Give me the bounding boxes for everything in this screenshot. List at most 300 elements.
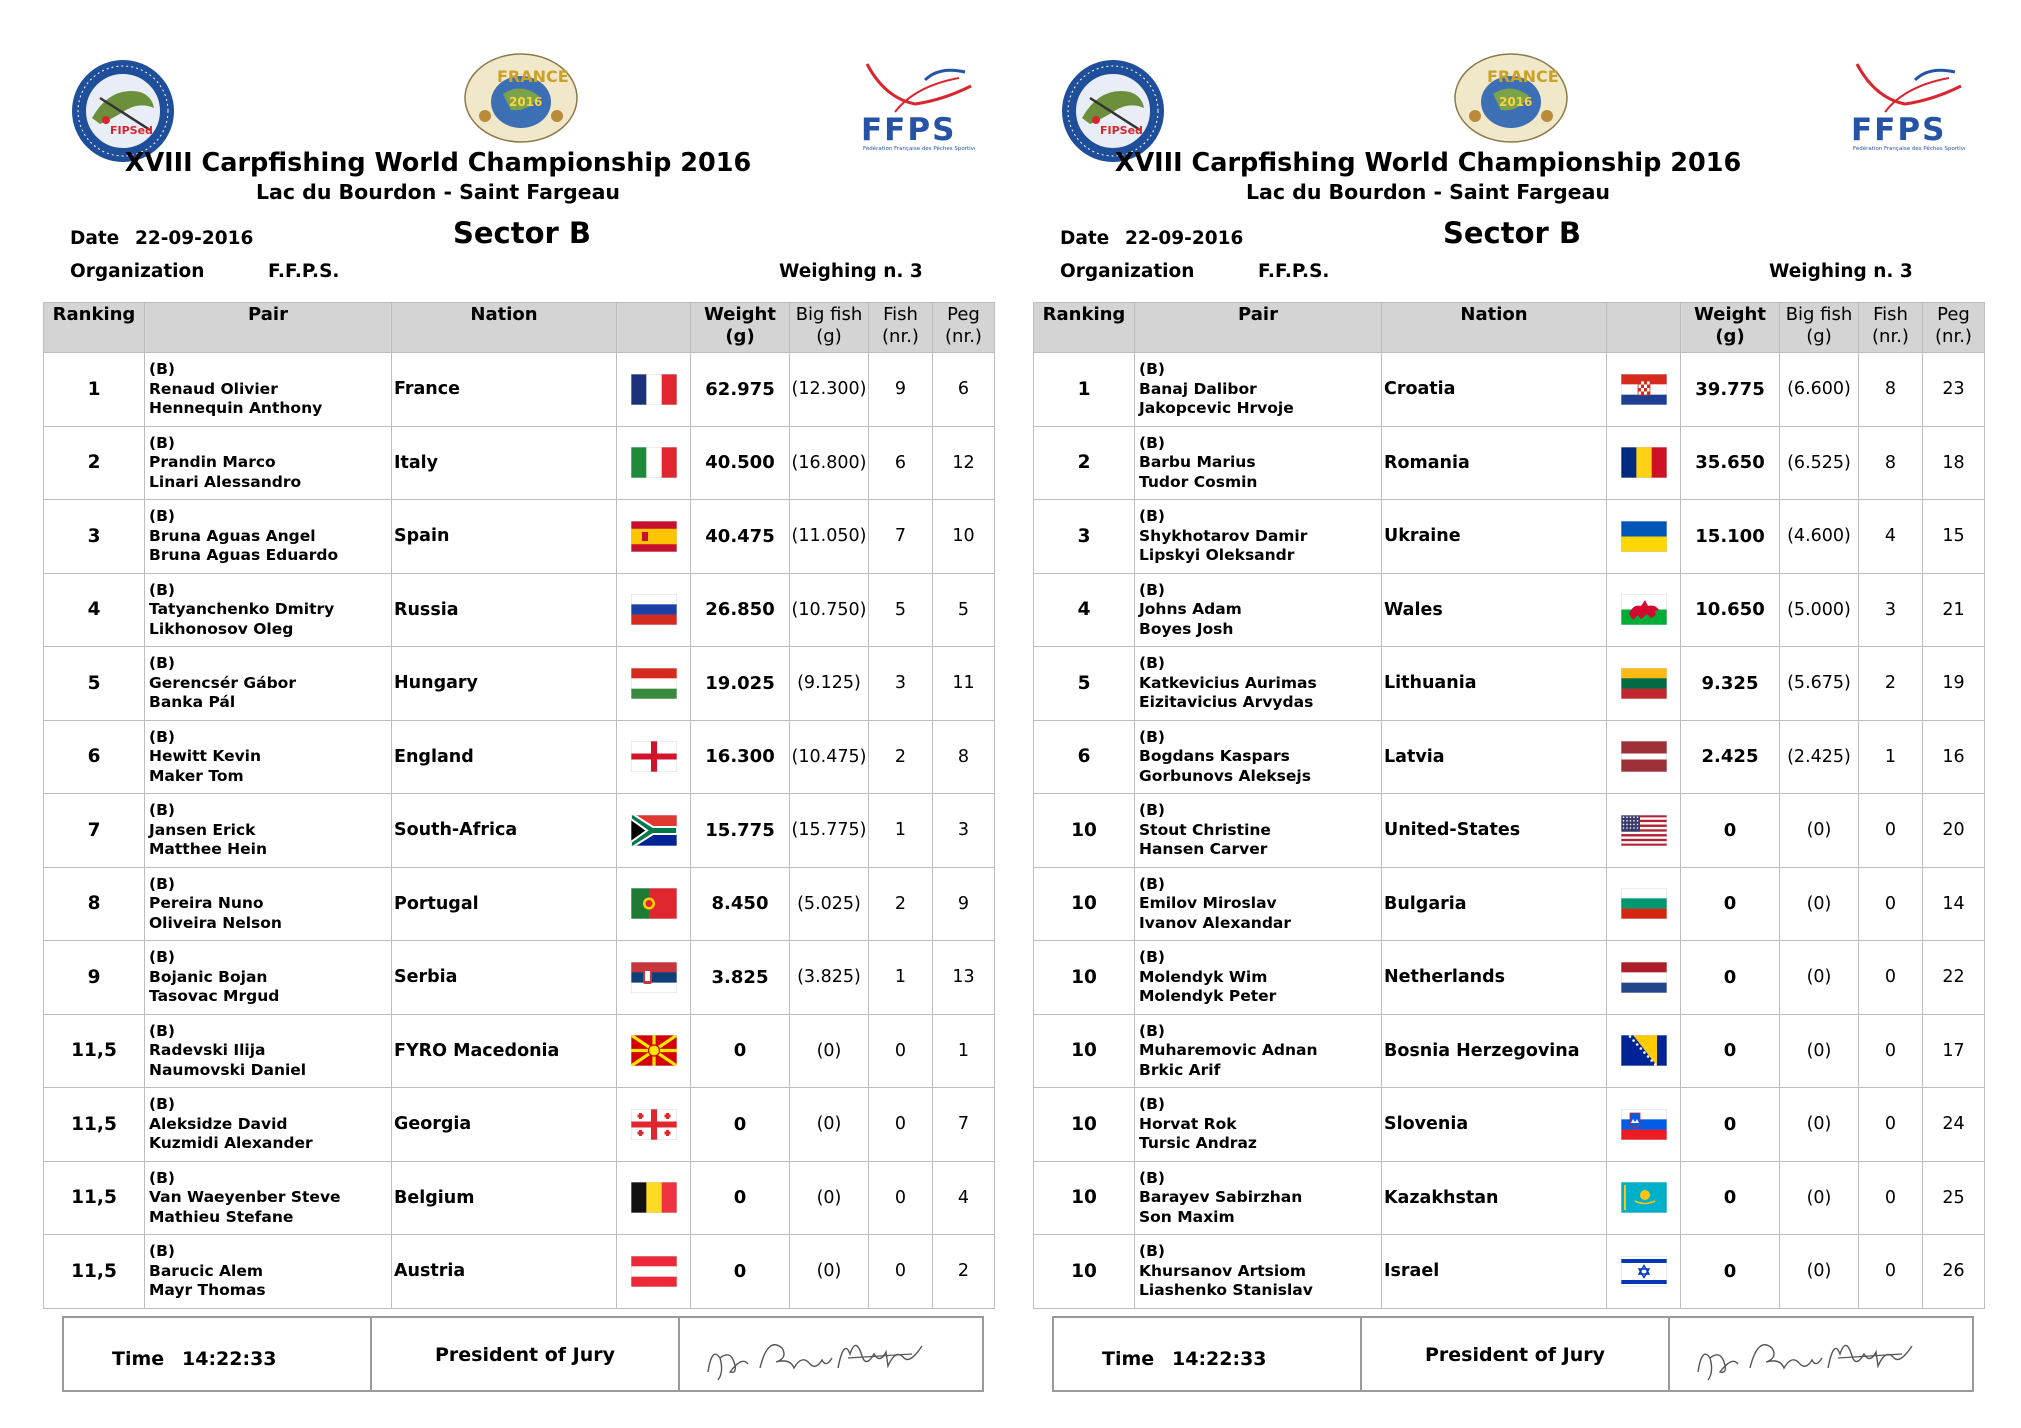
pair-sector: (B): [149, 1242, 175, 1260]
weight-cell: 0: [1681, 941, 1780, 1015]
fish-count-cell: 0: [1859, 1014, 1923, 1088]
big-fish-cell: (4.600): [1780, 500, 1859, 574]
flag-cell: [617, 573, 691, 647]
latvia-flag-icon: [1621, 741, 1667, 772]
pair-angler-2: Hansen Carver: [1139, 840, 1268, 858]
rank-cell: 4: [44, 573, 145, 647]
peg-cell: 24: [1923, 1088, 1985, 1162]
pair-cell: [145, 1088, 392, 1162]
weight-cell: 0: [1681, 867, 1780, 941]
big-fish-cell: (0): [790, 1235, 869, 1309]
big-fish-cell: (0): [1780, 1235, 1859, 1309]
fish-count-cell: 0: [869, 1161, 933, 1235]
result-row: [44, 426, 995, 500]
pair-sector: (B): [149, 874, 175, 893]
nation-cell: Italy: [392, 426, 617, 500]
weight-cell: 26.850: [691, 573, 790, 647]
pair-sector: (B): [1139, 1168, 1165, 1187]
weight-cell: 0: [1681, 1161, 1780, 1235]
header-row: [44, 303, 995, 353]
pair-sector: (B): [1139, 1021, 1165, 1040]
peg-cell: 14: [1923, 867, 1985, 941]
flag-cell: [1607, 647, 1681, 721]
svg-text:FFPS: FFPS: [861, 112, 957, 148]
result-row: [1034, 500, 1985, 574]
pair-angler-1: Bogdans Kaspars: [1139, 747, 1290, 765]
president-of-jury-label: President of Jury: [1425, 1344, 1605, 1366]
big-fish-cell: (15.775): [790, 794, 869, 868]
fish-count-cell: 8: [1859, 353, 1923, 427]
pair-sector: (B): [149, 1021, 175, 1040]
peg-cell: 22: [1923, 941, 1985, 1015]
pair-angler-2: Banka Pál: [149, 693, 236, 711]
rank-cell: 6: [44, 720, 145, 794]
result-row: [44, 647, 995, 721]
france-2016-logo: [1453, 52, 1569, 144]
fish-count-cell: 2: [1859, 647, 1923, 721]
flag-cell: [1607, 426, 1681, 500]
pair-sector: (B): [1139, 727, 1165, 746]
svg-text:FFPS: FFPS: [1851, 112, 1947, 148]
peg-cell: 12: [933, 426, 995, 500]
belgium-flag-icon: [631, 1182, 677, 1213]
france-2016-logo: [463, 52, 579, 144]
pair-angler-1: Van Waeyenber Steve: [149, 1188, 341, 1206]
flag-cell: [617, 647, 691, 721]
weight-cell: 35.650: [1681, 426, 1780, 500]
slovenia-flag-icon: [1621, 1109, 1667, 1140]
pair-cell: [145, 794, 392, 868]
big-fish-cell: (5.000): [1780, 573, 1859, 647]
pair-cell: [1135, 500, 1382, 574]
weight-cell: 0: [691, 1235, 790, 1309]
peg-cell: 16: [1923, 720, 1985, 794]
weight-cell: 62.975: [691, 353, 790, 427]
results-body: [44, 353, 995, 1309]
peg-cell: 3: [933, 794, 995, 868]
header-nation: Nation: [392, 303, 617, 353]
flag-cell: [617, 1014, 691, 1088]
rank-cell: 10: [1034, 1235, 1135, 1309]
result-row: [1034, 794, 1985, 868]
results-body: [1034, 353, 1985, 1309]
pair-sector: (B): [149, 1095, 175, 1113]
pair-angler-2: Mathieu Stefane: [149, 1207, 294, 1226]
fish-count-cell: 1: [869, 794, 933, 868]
fish-count-cell: 6: [869, 426, 933, 500]
pair-sector: (B): [1139, 654, 1165, 672]
portugal-flag-icon: [631, 888, 677, 919]
venue-subtitle: Lac du Bourdon - Saint Fargeau: [255, 180, 621, 204]
header-flag: [1607, 303, 1681, 353]
lithuania-flag-icon: [1621, 668, 1667, 699]
wales-flag-icon: [1621, 594, 1667, 625]
result-row: [44, 1235, 995, 1309]
footer-box: [62, 1316, 984, 1392]
flag-cell: [617, 720, 691, 794]
rank-cell: 1: [1034, 353, 1135, 427]
peg-cell: 9: [933, 867, 995, 941]
weight-cell: 10.650: [1681, 573, 1780, 647]
svg-text:2016: 2016: [509, 95, 543, 109]
weight-cell: 19.025: [691, 647, 790, 721]
peg-cell: 11: [933, 647, 995, 721]
pair-sector: (B): [149, 727, 175, 746]
pair-cell: [1135, 426, 1382, 500]
pair-angler-2: Tursic Andraz: [1139, 1134, 1257, 1152]
pair-cell: [145, 1014, 392, 1088]
pair-angler-1: Banaj Dalibor: [1139, 379, 1257, 398]
flag-cell: [1607, 1088, 1681, 1162]
pair-cell: [145, 941, 392, 1015]
pair-angler-1: Pereira Nuno: [149, 894, 264, 912]
peg-cell: 10: [933, 500, 995, 574]
time-label: Time: [1102, 1348, 1155, 1370]
rank-cell: 4: [1034, 573, 1135, 647]
weight-cell: 0: [691, 1161, 790, 1235]
pair-angler-1: Jansen Erick: [149, 820, 256, 839]
peg-cell: 8: [933, 720, 995, 794]
weight-cell: 0: [691, 1088, 790, 1162]
big-fish-cell: (10.750): [790, 573, 869, 647]
big-fish-cell: (5.025): [790, 867, 869, 941]
ffps-logo: [1845, 56, 1965, 152]
pair-angler-2: Liashenko Stanislav: [1139, 1281, 1313, 1299]
rank-cell: 8: [44, 867, 145, 941]
romania-flag-icon: [1621, 447, 1667, 478]
signature-image: [698, 1328, 928, 1386]
kazakhstan-flag-icon: [1621, 1182, 1667, 1213]
pair-angler-1: Gerencsér Gábor: [149, 673, 296, 692]
pair-sector: (B): [149, 507, 175, 525]
rank-cell: 9: [44, 941, 145, 1015]
peg-cell: 4: [933, 1161, 995, 1235]
header-big-fish: Big fish (g): [790, 303, 869, 353]
pair-angler-1: Barbu Marius: [1139, 453, 1256, 471]
peg-cell: 20: [1923, 794, 1985, 868]
pair-sector: (B): [1139, 580, 1165, 599]
weight-cell: 3.825: [691, 941, 790, 1015]
southafrica-flag-icon: [631, 815, 677, 846]
flag-cell: [1607, 1014, 1681, 1088]
pair-sector: (B): [1139, 433, 1165, 452]
header-flag: [617, 303, 691, 353]
result-row: [1034, 1235, 1985, 1309]
big-fish-cell: (6.600): [1780, 353, 1859, 427]
macedonia-flag-icon: [631, 1035, 677, 1066]
flag-cell: [1607, 500, 1681, 574]
pair-cell: [145, 720, 392, 794]
rank-cell: 10: [1034, 1088, 1135, 1162]
serbia-flag-icon: [631, 962, 677, 993]
pair-angler-1: Khursanov Artsiom: [1139, 1261, 1306, 1280]
rank-cell: 11,5: [44, 1161, 145, 1235]
footer-time-cell: [64, 1318, 372, 1390]
fish-count-cell: 5: [869, 573, 933, 647]
big-fish-cell: (11.050): [790, 500, 869, 574]
big-fish-cell: (6.525): [1780, 426, 1859, 500]
spain-flag-icon: [631, 521, 677, 552]
header-row: [1034, 303, 1985, 353]
header-pair: Pair: [1135, 303, 1382, 353]
footer-president-cell: [1362, 1318, 1670, 1390]
nation-cell: France: [392, 353, 617, 427]
result-row: [1034, 647, 1985, 721]
fish-count-cell: 0: [1859, 867, 1923, 941]
time-label: Time: [112, 1348, 165, 1370]
nation-cell: Slovenia: [1382, 1088, 1607, 1162]
pair-sector: (B): [1139, 360, 1165, 378]
result-row: [1034, 573, 1985, 647]
peg-cell: 23: [1923, 353, 1985, 427]
weight-cell: 15.775: [691, 794, 790, 868]
pair-angler-2: Tasovac Mrgud: [149, 987, 280, 1005]
pair-angler-1: Shykhotarov Damir: [1139, 526, 1308, 545]
ukraine-flag-icon: [1621, 521, 1667, 552]
flag-cell: [1607, 1235, 1681, 1309]
pair-cell: [145, 426, 392, 500]
pair-angler-1: Horvat Rok: [1139, 1114, 1237, 1133]
rank-cell: 2: [1034, 426, 1135, 500]
peg-cell: 19: [1923, 647, 1985, 721]
croatia-flag-icon: [1621, 374, 1667, 405]
result-row: [1034, 941, 1985, 1015]
fish-count-cell: 3: [869, 647, 933, 721]
peg-cell: 15: [1923, 500, 1985, 574]
pair-sector: (B): [1139, 1095, 1165, 1113]
nation-cell: Spain: [392, 500, 617, 574]
big-fish-cell: (10.475): [790, 720, 869, 794]
peg-cell: 18: [1923, 426, 1985, 500]
rank-cell: 10: [1034, 1014, 1135, 1088]
flag-cell: [1607, 941, 1681, 1015]
flag-cell: [1607, 794, 1681, 868]
fish-count-cell: 0: [869, 1014, 933, 1088]
pair-cell: [1135, 867, 1382, 941]
pair-angler-2: Kuzmidi Alexander: [149, 1134, 313, 1152]
big-fish-cell: (5.675): [1780, 647, 1859, 721]
flag-cell: [1607, 573, 1681, 647]
flag-cell: [617, 500, 691, 574]
pair-sector: (B): [149, 654, 175, 672]
fish-count-cell: 3: [1859, 573, 1923, 647]
pair-cell: [1135, 1235, 1382, 1309]
result-row: [1034, 867, 1985, 941]
header-ranking: Ranking: [1034, 303, 1135, 353]
pair-sector: (B): [149, 801, 175, 819]
peg-cell: 13: [933, 941, 995, 1015]
result-row: [44, 1088, 995, 1162]
result-row: [1034, 353, 1985, 427]
big-fish-cell: (0): [1780, 1088, 1859, 1162]
nation-cell: Ukraine: [1382, 500, 1607, 574]
nation-cell: South-Africa: [392, 794, 617, 868]
fish-count-cell: 0: [1859, 1088, 1923, 1162]
nation-cell: FYRO Macedonia: [392, 1014, 617, 1088]
nation-cell: Netherlands: [1382, 941, 1607, 1015]
pair-angler-2: Hennequin Anthony: [149, 399, 323, 417]
pair-cell: [1135, 1088, 1382, 1162]
weight-cell: 2.425: [1681, 720, 1780, 794]
pair-cell: [1135, 794, 1382, 868]
fish-count-cell: 0: [1859, 794, 1923, 868]
pair-cell: [1135, 941, 1382, 1015]
results-table: [43, 302, 995, 1309]
big-fish-cell: (0): [1780, 1161, 1859, 1235]
flag-cell: [617, 1161, 691, 1235]
footer-box: [1052, 1316, 1974, 1392]
big-fish-cell: (0): [790, 1161, 869, 1235]
pair-angler-2: Jakopcevic Hrvoje: [1139, 399, 1294, 417]
svg-text:2016: 2016: [1499, 95, 1533, 109]
weight-cell: 0: [691, 1014, 790, 1088]
big-fish-cell: (0): [1780, 794, 1859, 868]
weight-cell: 40.500: [691, 426, 790, 500]
pair-angler-2: Tudor Cosmin: [1139, 472, 1258, 491]
flag-cell: [617, 1235, 691, 1309]
bosnia-flag-icon: [1621, 1035, 1667, 1066]
pair-angler-1: Muharemovic Adnan: [1139, 1041, 1318, 1059]
fish-count-cell: 0: [1859, 941, 1923, 1015]
weight-cell: 39.775: [1681, 353, 1780, 427]
time-value: 14:22:33: [1172, 1348, 1267, 1370]
bulgaria-flag-icon: [1621, 888, 1667, 919]
peg-cell: 21: [1923, 573, 1985, 647]
footer-signature-cell: [1670, 1318, 1972, 1390]
hungary-flag-icon: [631, 668, 677, 699]
sector-title: Sector B: [1443, 216, 1582, 250]
fish-count-cell: 0: [869, 1235, 933, 1309]
rank-cell: 10: [1034, 794, 1135, 868]
nation-cell: Bulgaria: [1382, 867, 1607, 941]
rank-cell: 6: [1034, 720, 1135, 794]
footer-president-cell: [372, 1318, 680, 1390]
weighing-number: Weighing n. 3: [1769, 261, 1913, 282]
sector-title: Sector B: [453, 216, 592, 250]
pair-angler-1: Tatyanchenko Dmitry: [149, 600, 335, 618]
pair-angler-2: Brkic Arif: [1139, 1060, 1221, 1079]
fish-count-cell: 0: [1859, 1161, 1923, 1235]
pair-cell: [1135, 720, 1382, 794]
weight-cell: 0: [1681, 794, 1780, 868]
rank-cell: 5: [44, 647, 145, 721]
svg-text:FIPSed: FIPSed: [1100, 124, 1143, 137]
fish-count-cell: 0: [869, 1088, 933, 1162]
nation-cell: Russia: [392, 573, 617, 647]
israel-flag-icon: [1621, 1256, 1667, 1287]
header-peg: Peg (nr.): [933, 303, 995, 353]
georgia-flag-icon: [631, 1109, 677, 1140]
result-row: [44, 573, 995, 647]
pair-sector: (B): [149, 360, 175, 378]
big-fish-cell: (16.800): [790, 426, 869, 500]
flag-cell: [617, 1088, 691, 1162]
rank-cell: 3: [44, 500, 145, 574]
signature-image: [1688, 1328, 1918, 1386]
nation-cell: Hungary: [392, 647, 617, 721]
pair-sector: (B): [149, 580, 175, 599]
england-flag-icon: [631, 741, 677, 772]
pair-cell: [1135, 1161, 1382, 1235]
results-sheet: [43, 0, 1033, 1428]
fish-count-cell: 9: [869, 353, 933, 427]
ffps-logo: [855, 56, 975, 152]
flag-cell: [617, 941, 691, 1015]
peg-cell: 6: [933, 353, 995, 427]
pair-angler-1: Barucic Alem: [149, 1261, 264, 1280]
weighing-number: Weighing n. 3: [779, 261, 923, 282]
header-pair: Pair: [145, 303, 392, 353]
pair-angler-1: Stout Christine: [1139, 820, 1271, 839]
nation-cell: Georgia: [392, 1088, 617, 1162]
usa-flag-icon: [1621, 815, 1667, 846]
svg-text:Fédération Française des Pêche: Fédération Française des Pêches Sportives: [1853, 146, 1965, 152]
pair-angler-2: Bruna Aguas Eduardo: [149, 546, 339, 564]
flag-cell: [1607, 867, 1681, 941]
netherlands-flag-icon: [1621, 962, 1667, 993]
pair-cell: [1135, 1014, 1382, 1088]
championship-title: XVIII Carpfishing World Championship 2016: [124, 148, 752, 178]
austria-flag-icon: [631, 1256, 677, 1287]
pair-cell: [145, 1161, 392, 1235]
big-fish-cell: (0): [1780, 867, 1859, 941]
header-peg: Peg (nr.): [1923, 303, 1985, 353]
peg-cell: 26: [1923, 1235, 1985, 1309]
peg-cell: 17: [1923, 1014, 1985, 1088]
pair-angler-2: Linari Alessandro: [149, 472, 302, 491]
pair-angler-1: Radevski Ilija: [149, 1041, 266, 1059]
weight-cell: 8.450: [691, 867, 790, 941]
nation-cell: Croatia: [1382, 353, 1607, 427]
weight-cell: 0: [1681, 1014, 1780, 1088]
date-value: 22-09-2016: [135, 228, 254, 249]
big-fish-cell: (2.425): [1780, 720, 1859, 794]
nation-cell: Israel: [1382, 1235, 1607, 1309]
pair-angler-1: Prandin Marco: [149, 453, 276, 471]
organization-value: F.F.P.S.: [1258, 261, 1330, 282]
organization-label: Organization: [70, 261, 205, 282]
nation-cell: Wales: [1382, 573, 1607, 647]
venue-subtitle: Lac du Bourdon - Saint Fargeau: [1245, 180, 1611, 204]
flag-cell: [1607, 720, 1681, 794]
nation-cell: England: [392, 720, 617, 794]
weight-cell: 0: [1681, 1235, 1780, 1309]
results-sheet: [1033, 0, 2021, 1428]
result-row: [44, 941, 995, 1015]
header-fish: Fish (nr.): [869, 303, 933, 353]
pair-cell: [1135, 647, 1382, 721]
peg-cell: 5: [933, 573, 995, 647]
pair-angler-1: Renaud Olivier: [149, 379, 278, 398]
weight-cell: 40.475: [691, 500, 790, 574]
big-fish-cell: (0): [790, 1014, 869, 1088]
pair-angler-2: Molendyk Peter: [1139, 987, 1277, 1005]
pair-sector: (B): [1139, 874, 1165, 893]
pair-sector: (B): [149, 433, 175, 452]
pair-angler-1: Bojanic Bojan: [149, 967, 268, 986]
result-row: [44, 720, 995, 794]
championship-title: XVIII Carpfishing World Championship 2016: [1114, 148, 1742, 178]
date-value: 22-09-2016: [1125, 228, 1244, 249]
weight-cell: 16.300: [691, 720, 790, 794]
pair-cell: [1135, 353, 1382, 427]
pair-cell: [145, 867, 392, 941]
pair-angler-1: Bruna Aguas Angel: [149, 526, 316, 545]
rank-cell: 11,5: [44, 1014, 145, 1088]
flag-cell: [1607, 353, 1681, 427]
big-fish-cell: (0): [1780, 941, 1859, 1015]
nation-cell: Serbia: [392, 941, 617, 1015]
